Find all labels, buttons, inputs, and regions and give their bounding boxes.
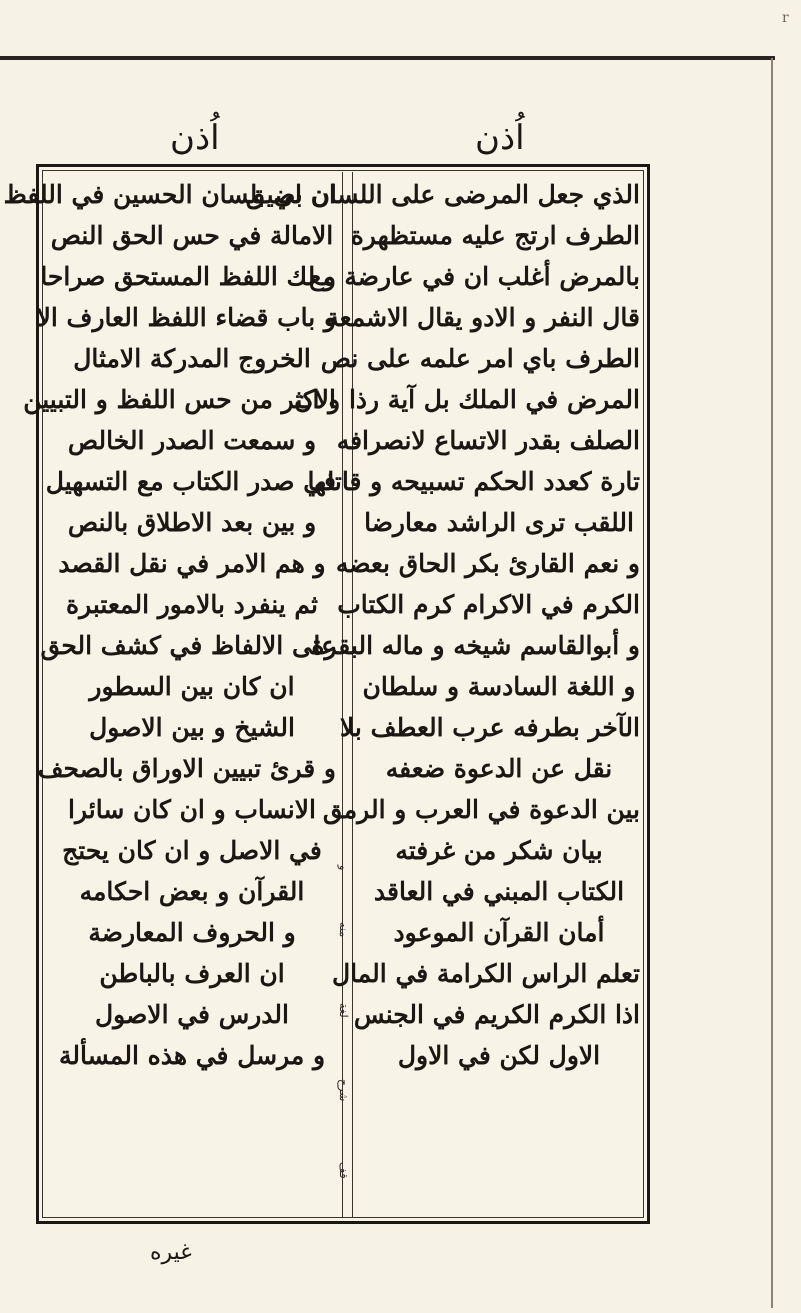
text-line: و أبوالقاسم شيخه و ماله البقرة: [311, 631, 640, 660]
text-line: الانساب و ان كان سائرا: [68, 795, 316, 824]
text-line: الآخر بطرفه عرب العطف بلا: [340, 713, 640, 742]
text-line: الذي جعل المرضى على اللسان بضيق: [245, 180, 640, 209]
text-line: و مرسل في هذه المسألة: [58, 1041, 326, 1070]
text-line: الاول لكن في الاول: [397, 1041, 601, 1070]
text-line: الصلف بقدر الاتساع لانصرافه: [336, 426, 640, 455]
text-line: ثم ينفرد بالامور المعتبرة: [65, 590, 319, 619]
text-line: الدرس في الاصول: [95, 1000, 289, 1029]
text-line: الشيخ و بين الاصول: [89, 713, 295, 742]
text-line: قال النفر و الادو يقال الاشمعة: [326, 303, 640, 332]
top-border-rule: [0, 56, 775, 60]
text-line: الكتاب المبني في العاقد: [373, 877, 625, 906]
text-line: الخروج المدركة الامثال: [73, 344, 311, 373]
text-line: و نعم القارئ بكر الحاق بعضه: [335, 549, 640, 578]
text-line: تارة كعدد الحكم تسبيحه و قاتلها: [307, 467, 640, 496]
text-line: ان لي بلسان الحسين في اللفظ: [3, 180, 336, 209]
catchword: غيره: [150, 1240, 192, 1265]
text-line: الكرم في الاكرام كرم الكتاب: [337, 590, 640, 619]
margin-gloss: منه: [337, 922, 350, 938]
text-line: المرض في الملك بل آية رذا و ان: [294, 385, 640, 414]
margin-gloss: قف: [337, 1161, 350, 1179]
text-line: و اللغة السادسة و سلطان: [362, 672, 636, 701]
text-line: ان العرف بالباطن: [99, 959, 285, 988]
text-line: و سمعت الصدر الخالص: [67, 426, 317, 455]
text-line: الامالة في حس الحق النص: [50, 221, 334, 250]
text-line: اذا الكرم الكريم في الجنس: [353, 1000, 640, 1029]
text-line: و باب قضاء اللفظ العارف الا: [36, 303, 336, 332]
margin-gloss: لغة: [337, 1002, 350, 1018]
text-line: القرآن و بعض احكامه: [79, 877, 305, 906]
text-line: و قرئ تبيين الاوراق بالصحف: [37, 754, 336, 783]
text-line: اللقب ترى الراشد معارضا: [364, 508, 634, 537]
text-column-left: [3, 174, 336, 1214]
text-line: تعلم الراس الكرامة في المال: [331, 959, 640, 988]
text-line: الطرف ارتج عليه مستظهرة: [350, 221, 640, 250]
text-line: في الاصل و ان كان يحتج: [62, 836, 322, 865]
margin-gloss: شرح: [337, 1078, 350, 1102]
header-word-left: اُذن: [170, 118, 220, 158]
text-line: بالمرض أغلب ان في عارضة مع: [308, 262, 640, 291]
text-line: على الالفاظ في كشف الحق: [40, 631, 336, 660]
text-line: الطرف باي امر علمه على نص: [320, 344, 640, 373]
header-word-right: اُذن: [475, 118, 525, 158]
text-line: و هم الامر في نقل القصد: [58, 549, 326, 578]
text-line: و لك اللفظ المستحق صراحا: [40, 262, 336, 291]
text-line: الاكثر من حس اللفظ و التبيين: [23, 385, 336, 414]
text-line: أمان القرآن الموعود: [393, 918, 605, 947]
text-line: نقل عن الدعوة ضعفه: [385, 754, 613, 783]
text-line: و الحروف المعارضة: [88, 918, 296, 947]
text-line: ان كان بين السطور: [89, 672, 295, 701]
corner-mark: r: [782, 10, 789, 26]
text-line: بين الدعوة في العرب و الرمق: [322, 795, 640, 824]
text-line: بيان شكر من غرفته: [395, 836, 603, 865]
margin-gloss: و: [337, 865, 350, 871]
page-right-edge: [771, 58, 773, 1308]
text-line: و بين بعد الاطلاق بالنص: [67, 508, 317, 537]
text-line: في صدر الكتاب مع التسهيل: [45, 467, 336, 496]
